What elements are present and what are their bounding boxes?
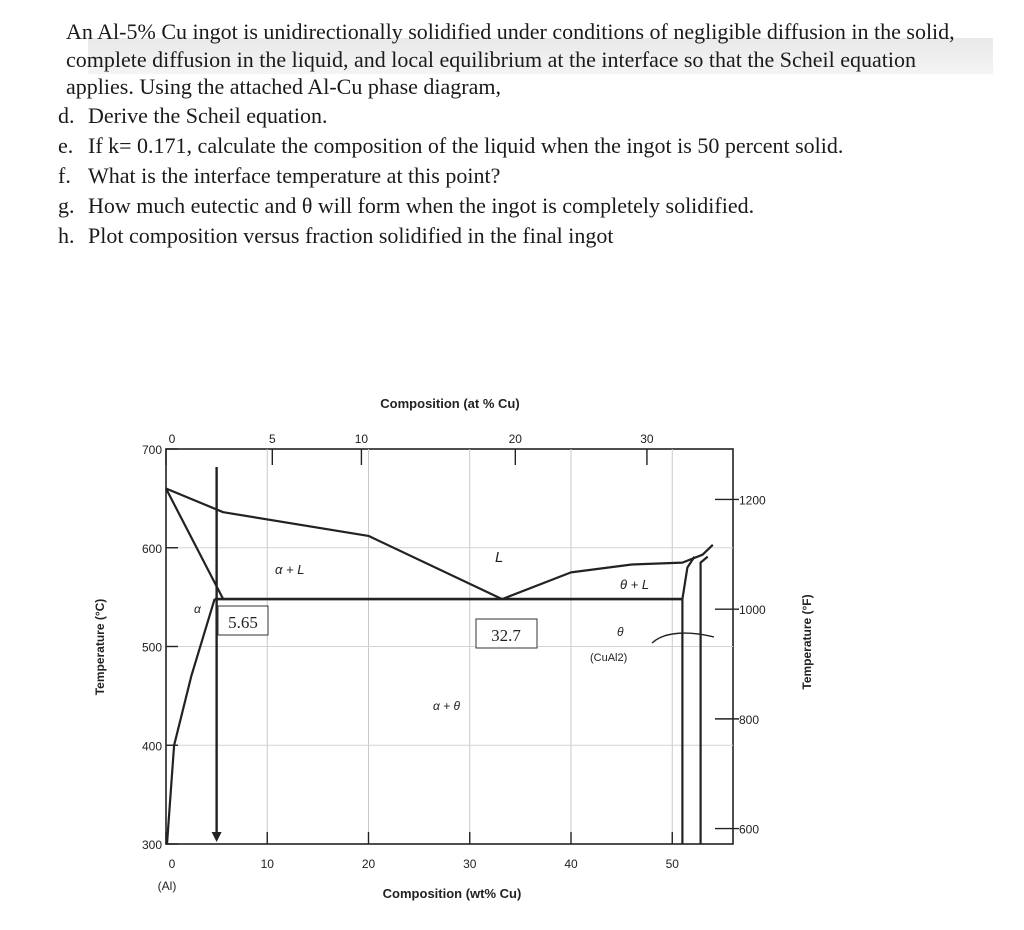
question-text: How much eutectic and θ will form when the ingot is completely solidified. (88, 192, 755, 218)
right-tick-label: 800 (739, 712, 760, 727)
phase-label-liquid: L (495, 549, 504, 566)
x-tick-label: 10 (260, 857, 274, 871)
phase-boundaries (166, 467, 713, 844)
phase-label-theta: θ (617, 625, 624, 639)
problem-intro: An Al-5% Cu ingot is unidirectionally solidified under conditions of negligible diffusion in the solid, complete diffusion in the liquid, and local equilibrium at the interface so that the Scheil equation applies. Using the attached Al-Cu phase diagram, (66, 19, 955, 99)
phase-label-alpha-theta: α + θ (433, 699, 461, 713)
svg-text:5.65: 5.65 (228, 613, 258, 632)
right-tick-label: 600 (739, 822, 760, 837)
right-tick-label: 1000 (739, 603, 766, 618)
left-axis-title: Temperature (°C) (93, 598, 107, 696)
y-tick-label: 300 (141, 838, 162, 852)
top-tick-label: 5 (268, 432, 276, 446)
alloy-arrowhead (212, 832, 222, 842)
x-tick-label: 50 (665, 857, 679, 871)
right-axis-title: Temperature (°F) (800, 594, 814, 690)
phase-label-alpha-liquid: α + L (275, 562, 305, 577)
question-label: h. (58, 222, 75, 248)
y-tick-label: 500 (141, 640, 162, 655)
phase-label-theta-liquid: θ + L (620, 577, 650, 592)
top-tick-label: 10 (354, 432, 369, 446)
question-label: f. (58, 162, 71, 188)
grid (166, 449, 733, 844)
question-label: d. (58, 102, 75, 128)
svg-text:32.7: 32.7 (491, 626, 521, 645)
y-tick-label: 700 (141, 443, 162, 457)
question-label: g. (58, 192, 75, 218)
top-tick-label: 0 (168, 432, 176, 446)
annotation-5-65 (218, 606, 268, 635)
theta-left-boundary (682, 557, 694, 844)
y-tick-label: 600 (141, 541, 162, 556)
bottom-axis-title: Composition (wt% Cu) (382, 886, 522, 901)
phase-label-alpha: α (194, 602, 201, 616)
question-text: Plot composition versus fraction solidified in the final ingot (88, 222, 614, 248)
question-text: If k= 0.171, calculate the composition of the liquid when the ingot is 50 percent solid. (88, 132, 844, 158)
question-text: What is the interface temperature at this point? (88, 162, 501, 188)
x-tick-label: 20 (361, 857, 376, 871)
phase-label-cual2: (CuAl2) (590, 652, 628, 664)
question-text: Derive the Scheil equation. (88, 102, 328, 128)
solidus-line (166, 489, 223, 600)
top-tick-label: 30 (640, 432, 654, 446)
question-label: e. (58, 132, 74, 158)
x-tick-label: 0 (168, 857, 176, 871)
x-tick-label: 40 (564, 857, 578, 871)
top-tick-label: 20 (508, 432, 522, 446)
y-tick-label: 400 (141, 739, 162, 754)
annotation-32-7 (476, 619, 537, 648)
top-axis-title: Composition (at % Cu) (380, 396, 520, 411)
origin-note: (Al) (157, 879, 177, 893)
solvus-line (167, 599, 215, 844)
liquidus-theta-line (502, 545, 713, 599)
right-tick-label: 1200 (739, 493, 766, 508)
theta-right-boundary (701, 557, 708, 844)
x-tick-label: 30 (463, 857, 477, 871)
